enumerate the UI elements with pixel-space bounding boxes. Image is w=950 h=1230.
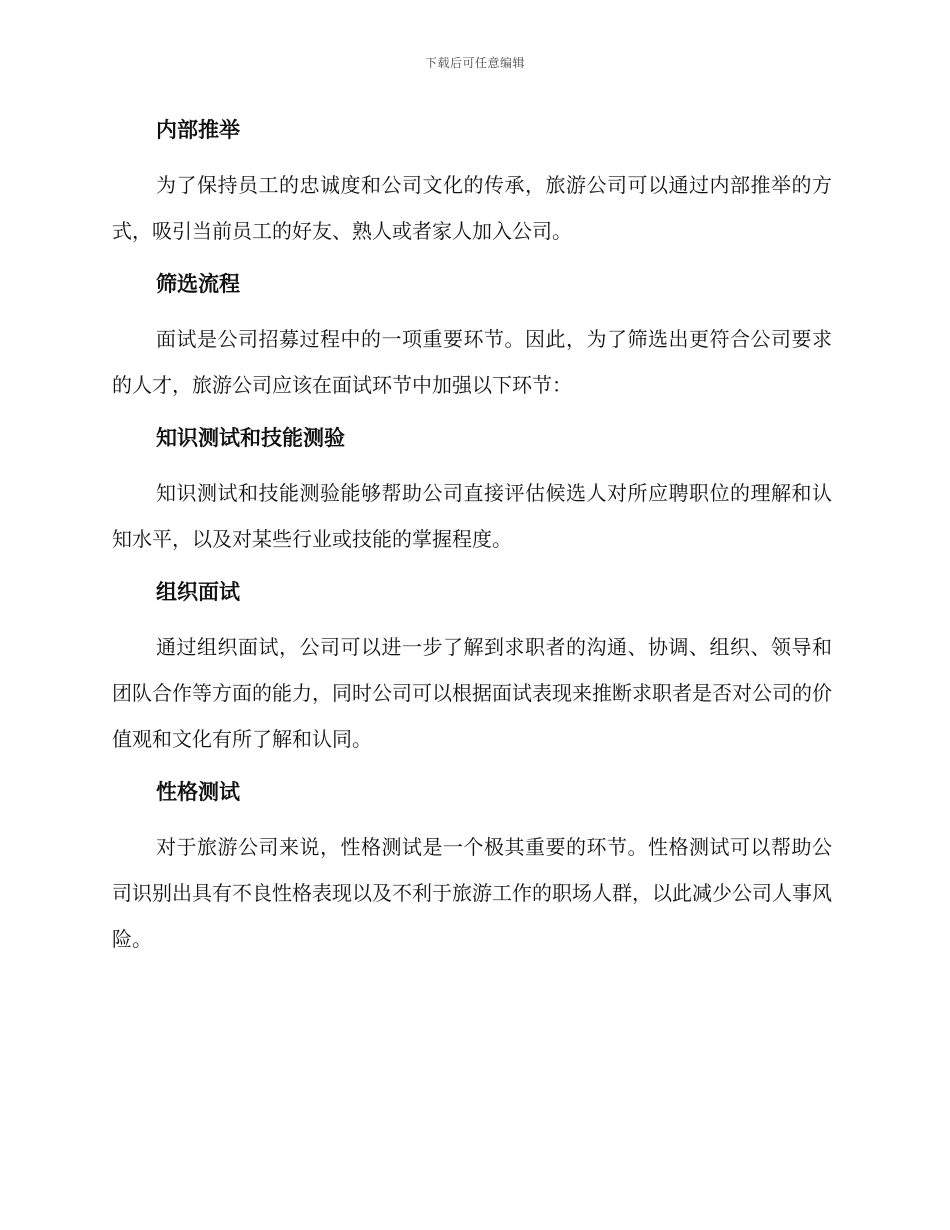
section-paragraph: 为了保持员工的忠诚度和公司文化的传承，旅游公司可以通过内部推举的方式，吸引当前员工的好友、熟人或者家人加入公司。	[112, 173, 832, 243]
header-note: 下载后可任意编辑	[424, 56, 525, 70]
section-paragraph: 对于旅游公司来说，性格测试是一个极其重要的环节。性格测试可以帮助公司识别出具有不良性格表现以及不利于旅游工作的职场人群，以此减少公司人事风险。	[112, 835, 832, 951]
section-heading: 性格测试	[156, 780, 240, 804]
section-heading: 内部推举	[156, 118, 240, 142]
section-heading: 知识测试和技能测验	[156, 426, 345, 450]
section-personality-test	[112, 774, 832, 962]
document-body	[112, 112, 832, 962]
section-organized-interview	[112, 574, 832, 774]
section-knowledge-skill-test	[112, 420, 832, 574]
section-paragraph: 面试是公司招募过程中的一项重要环节。因此，为了筛选出更符合公司要求的人才，旅游公司应该在面试环节中加强以下环节：	[112, 327, 832, 397]
section-heading: 组织面试	[156, 580, 240, 604]
section-internal-referral	[112, 112, 832, 266]
section-heading: 筛选流程	[156, 272, 240, 296]
section-paragraph: 知识测试和技能测验能够帮助公司直接评估候选人对所应聘职位的理解和认知水平，以及对某些行业或技能的掌握程度。	[112, 481, 832, 551]
section-paragraph: 通过组织面试，公司可以进一步了解到求职者的沟通、协调、组织、领导和团队合作等方面的能力，同时公司可以根据面试表现来推断求职者是否对公司的价值观和文化有所了解和认同。	[112, 635, 832, 751]
section-screening-process	[112, 266, 832, 420]
